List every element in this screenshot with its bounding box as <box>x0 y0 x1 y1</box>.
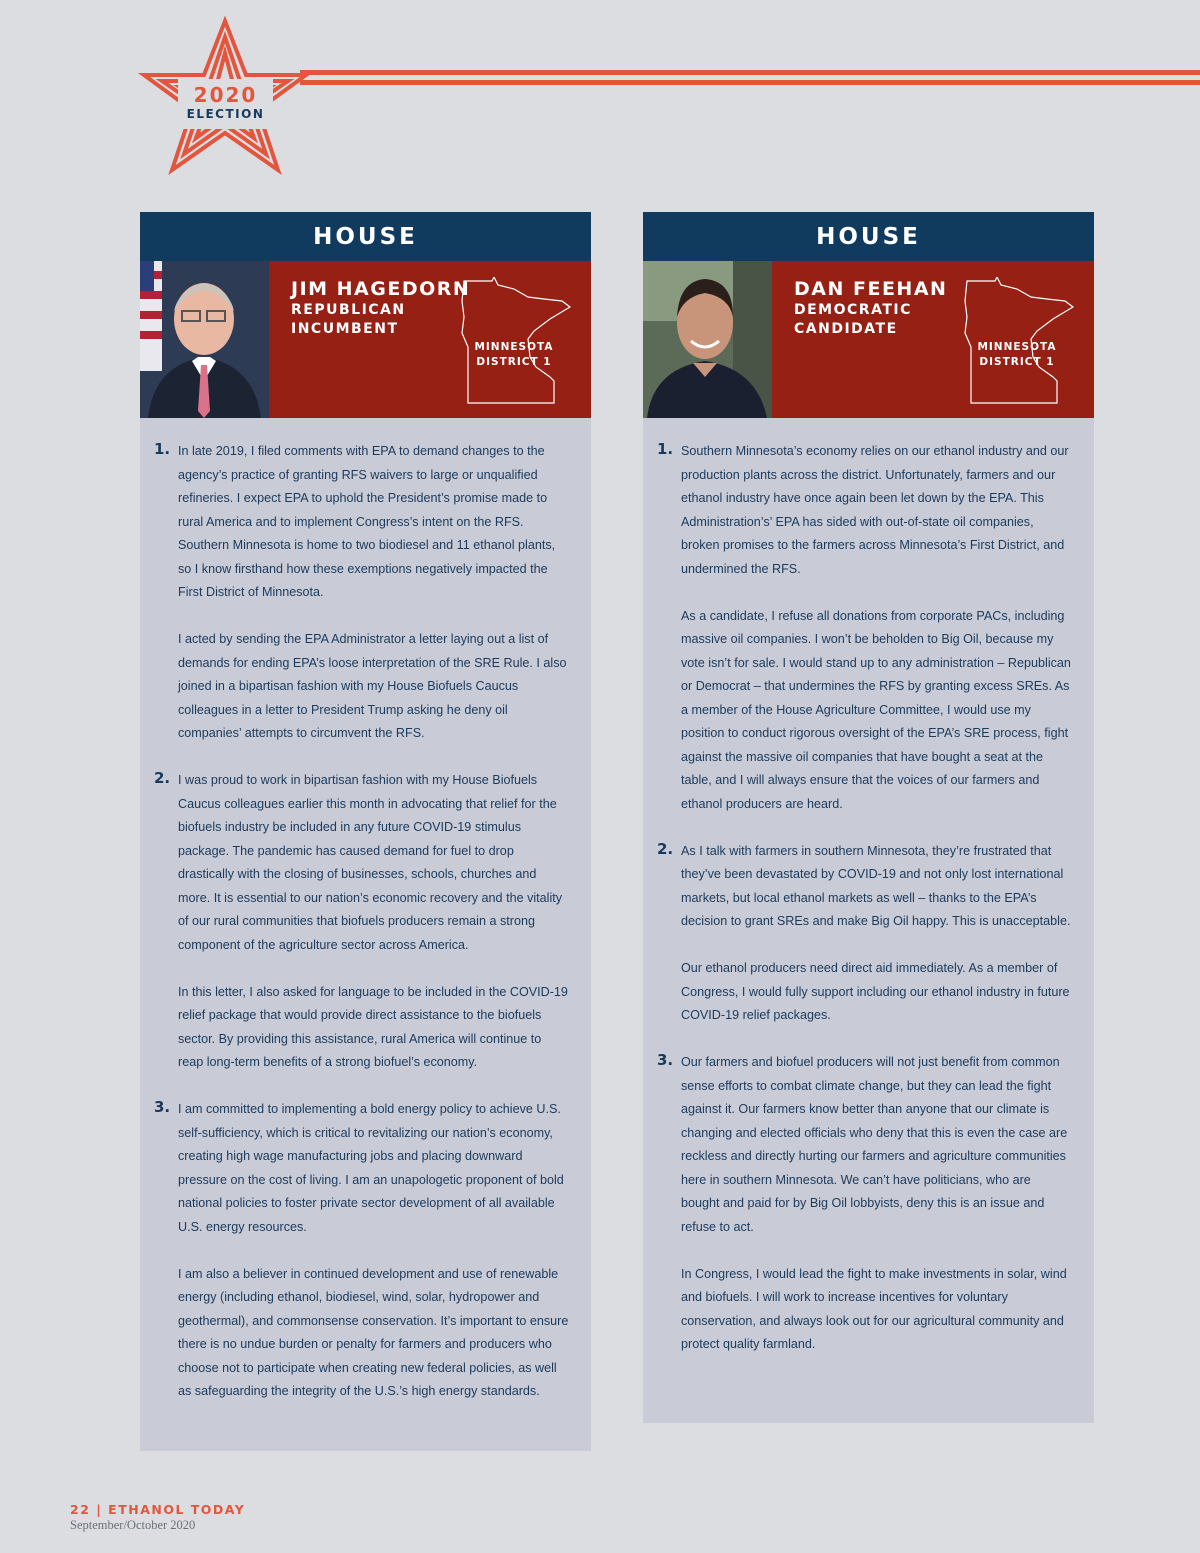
answer-paragraph: I am committed to implementing a bold energy policy to achieve U.S. self-sufficiency, which is critical to revitalizing our nation’s economy, creating high wage manufacturing jobs and placing downward pressure on the cost of living. I am an unapologetic proponent of bold national policies to foster private sector development of all available U.S. energy resources. <box>178 1102 564 1234</box>
answer-number: 2. <box>657 839 674 858</box>
badge-word: ELECTION <box>186 107 265 121</box>
answer-number: 3. <box>657 1051 674 1069</box>
candidate-name: DAN FEEHAN <box>794 278 948 300</box>
badge-year: 2020 <box>193 83 258 107</box>
district-name: DISTRICT 1 <box>979 356 1055 368</box>
candidate-photo <box>140 261 269 418</box>
page-footer-title: 22 | ETHANOL TODAY <box>70 1502 246 1517</box>
answer-block <box>154 440 569 746</box>
state-name: MINNESOTA <box>474 341 554 353</box>
column-heading: HOUSE <box>140 212 591 261</box>
answer-block <box>154 1098 569 1404</box>
answer-number: 1. <box>657 440 674 458</box>
column-heading: HOUSE <box>643 212 1094 261</box>
answer-number: 1. <box>154 440 171 458</box>
district-label <box>464 340 564 370</box>
answer-number: 2. <box>154 769 171 787</box>
candidate-party: REPUBLICAN <box>291 302 406 318</box>
page-footer-issue: September/October 2020 <box>70 1518 196 1532</box>
answer-block <box>657 840 1072 1028</box>
answer-paragraph: I was proud to work in bipartisan fashion with my House Biofuels Caucus colleagues earlier this month in advocating that relief for the biofuels industry be included in any future COVID-19 stimulus package. The pandemic has caused demand for fuel to drop drastically with the closing of businesses, schools, churches and more. It is essential to our nation’s economic recovery and the vitality of our rural communities that biofuels producers remain a strong component of the agriculture sector across America. <box>178 773 563 952</box>
candidate-status: INCUMBENT <box>291 321 399 337</box>
answer-paragraph: Our farmers and biofuel producers will not just benefit from common sense efforts to combat climate change, but they can lead the fight against it. Our farmers know better than anyone that our climate is changing and elected officials who deny that this is even the case are reckless and directly hurting our farmers and agriculture communities here in southern Minnesota. We can’t have politicians, who are bought and paid for by Big Oil lobbyists, deny this is an issue and refuse to act. <box>681 1055 1068 1234</box>
answer-paragraph: I acted by sending the EPA Administrator a letter laying out a list of demands for ending EPA’s loose interpretation of the SRE Rule. I also joined in a bipartisan fashion with my House Biofuels Caucus colleagues in a letter to President Trump asking he deny oil companies’ attempts to circumvent the RFS. <box>178 632 567 740</box>
answers-box <box>643 418 1094 1423</box>
candidate-banner <box>643 261 1094 418</box>
candidate-name: JIM HAGEDORN <box>291 278 471 300</box>
state-name: MINNESOTA <box>977 341 1057 353</box>
answer-block <box>657 1051 1072 1357</box>
answer-paragraph: As I talk with farmers in southern Minnesota, they’re frustrated that they’ve been devastated by COVID-19 and not only lost international markets, but local ethanol markets as well – thanks to the EPA’s decision to grant SREs and make Big Oil happy. This is unacceptable. <box>681 843 1071 928</box>
answer-paragraph: I am also a believer in continued development and use of renewable energy (including ethanol, biodiesel, wind, solar, hydropower and geothermal), and commonsense conservation. It’s important to ensure there is no undue burden or penalty for farmers and producers who choose not to participate when creating new federal policies, as well as safeguarding the integrity of the U.S.’s high energy standards. <box>178 1266 569 1398</box>
answer-block <box>154 769 569 1075</box>
candidate-banner <box>140 261 591 418</box>
candidate-party: DEMOCRATIC <box>794 302 912 318</box>
answer-paragraph: As a candidate, I refuse all donations from corporate PACs, including massive oil companies. I won’t be beholden to Big Oil, because my vote isn’t for sale. I would stand up to any administration – Republican or Democrat – that undermines the RFS by granting excess SREs. As a member of the House Agriculture Committee, I would use my position to conduct rigorous oversight of the EPA’s SRE process, fight against the massive oil companies that have bought a seat at the table, and I will always ensure that the voices of our farmers and ethanol producers are heard. <box>681 608 1071 811</box>
election-star-badge <box>138 15 313 180</box>
answer-number: 3. <box>154 1098 171 1116</box>
answers-box <box>140 418 591 1451</box>
district-name: DISTRICT 1 <box>476 356 552 368</box>
answer-paragraph: In late 2019, I filed comments with EPA to demand changes to the agency’s practice of granting RFS waivers to large or unqualified refineries. I expect EPA to uphold the President’s promise made to rural America and to implement Congress’s intent on the RFS. Southern Minnesota is home to two biodiesel and 11 ethanol plants, so I know firsthand how these exemptions negatively impacted the First District of Minnesota. <box>178 444 556 599</box>
candidate-status: CANDIDATE <box>794 321 898 337</box>
answer-block <box>657 440 1072 816</box>
answer-paragraph: In this letter, I also asked for language to be included in the COVID-19 relief package that would provide direct assistance to the biofuels sector. By providing this assistance, rural America will continue to reap long-term benefits of a strong biofuel’s economy. <box>178 984 568 1069</box>
answer-paragraph: In Congress, I would lead the fight to make investments in solar, wind and biofuels. I will work to increase incentives for voluntary conservation, and always look out for our agricultural community and protect quality farmland. <box>681 1266 1067 1351</box>
candidate-column-right <box>643 212 1094 1423</box>
answer-paragraph: Our ethanol producers need direct aid immediately. As a member of Congress, I would fully support including our ethanol industry in future COVID-19 relief packages. <box>681 961 1070 1022</box>
answer-paragraph: Southern Minnesota’s economy relies on our ethanol industry and our production plants across the district. Unfortunately, farmers and our ethanol industry have once again been let down by the EPA. This Administration’s’ EPA has sided with out-of-state oil companies, broken promises to the farmers across Minnesota’s First District, and undermined the RFS. <box>681 444 1069 576</box>
header-stripes <box>300 70 1200 86</box>
candidate-photo <box>643 261 772 418</box>
candidate-column-left <box>140 212 591 1451</box>
district-label <box>967 340 1067 370</box>
